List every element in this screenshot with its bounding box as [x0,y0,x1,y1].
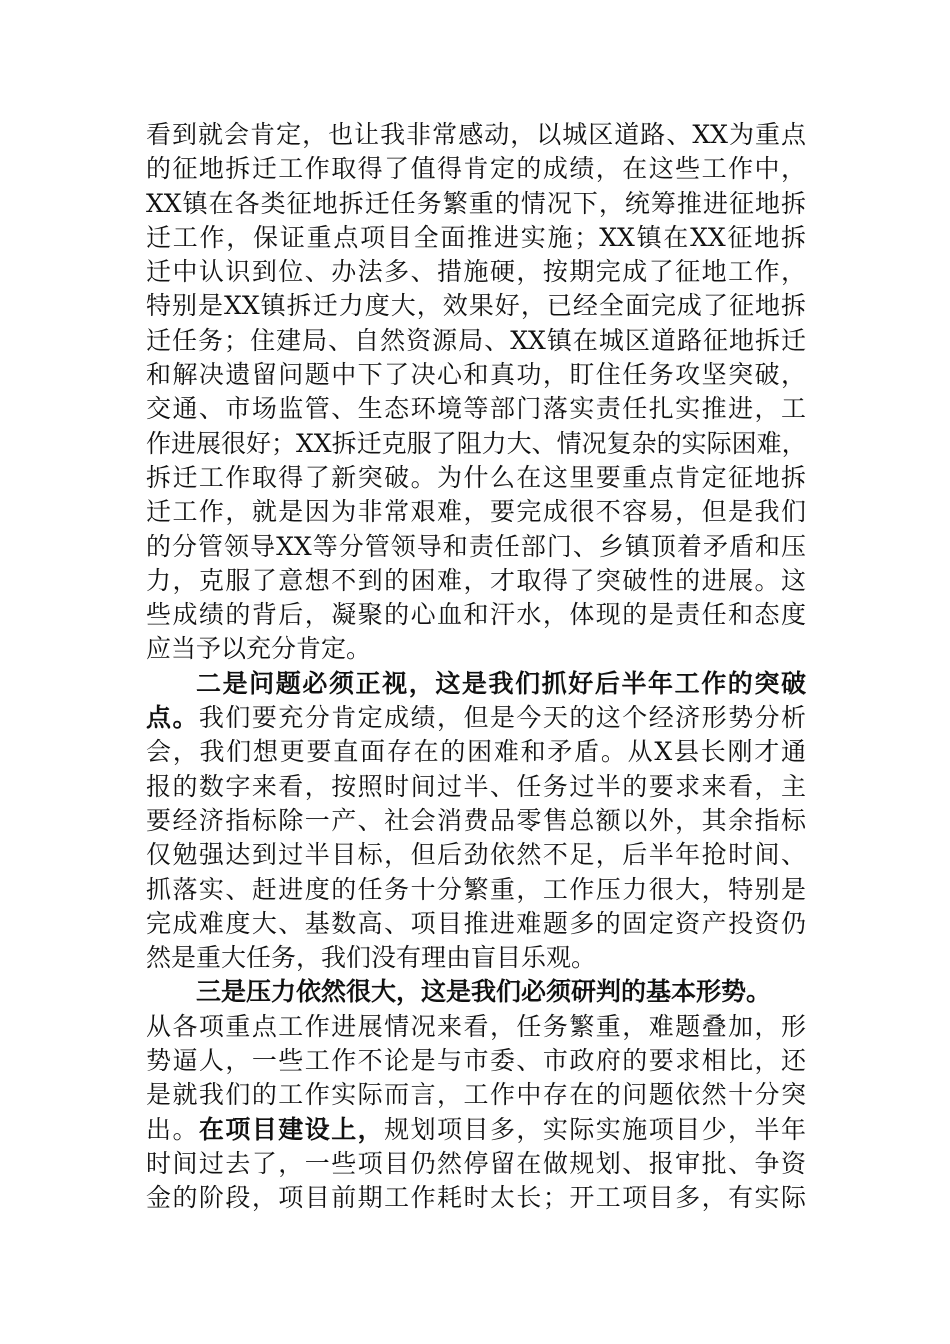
text-segment: 规划项目多，实际实施项目少，半年 [384,1114,806,1144]
document-body-text [146,118,806,1216]
text-line [146,358,806,392]
text-segment: 和解决遗留问题中下了决心和真功，盯住任务攻坚突破， [146,360,806,390]
text-segment: 力，克服了意想不到的困难，才取得了突破性的进展。这 [146,565,806,595]
text-segment: 我们要充分肯定成绩，但是今天的这个经济形势分析 [198,703,806,733]
text-segment: 迁中认识到位、办法多、措施硬，按期完成了征地工作， [146,257,806,287]
text-segment: 看到就会肯定，也让我非常感动，以城区道路、XX为重点 [146,120,806,149]
bold-text-segment: 三是压力依然很大，这是我们必须研判的基本形势。 [196,977,772,1007]
text-line [146,632,806,666]
text-line [146,427,806,461]
text-segment: 出。 [146,1114,199,1144]
text-line [146,907,806,941]
bold-text-segment: 在项目建设上， [198,1114,385,1144]
text-segment: 完成难度大、基数高、项目推进难题多的固定资产投资仍 [146,908,806,938]
text-segment: 应当予以充分肯定。 [146,634,372,664]
text-line [146,667,806,701]
text-line [146,495,806,529]
text-line [146,735,806,769]
text-line [146,1147,806,1181]
text-segment: 要经济指标除一产、社会消费品零售总额以外，其余指标 [146,805,806,835]
text-segment: 是就我们的工作实际而言，工作中存在的问题依然十分突 [146,1080,806,1110]
text-segment: 会，我们想更要直面存在的困难和矛盾。从X县长刚才通 [146,737,806,767]
text-line [146,598,806,632]
text-line [146,152,806,186]
text-line [146,1010,806,1044]
text-line [146,255,806,289]
text-segment: XX镇在各类征地拆迁任务繁重的情况下，统筹推进征地拆 [146,188,806,218]
text-line [146,701,806,735]
text-segment: 特别是XX镇拆迁力度大，效果好，已经全面完成了征地拆 [146,291,806,321]
bold-text-segment: 点。 [146,703,199,733]
text-line [146,770,806,804]
text-line [146,1113,806,1147]
text-line [146,1181,806,1215]
text-segment: 的分管领导XX等分管领导和责任部门、乡镇顶着矛盾和压 [146,531,806,561]
text-line [146,873,806,907]
text-segment: 仅勉强达到过半目标，但后劲依然不足，后半年抢时间、 [146,840,806,870]
text-segment: 迁工作，就是因为非常艰难，要完成很不容易，但是我们 [146,497,806,527]
text-segment: 时间过去了，一些项目仍然停留在做规划、报审批、争资 [146,1148,806,1178]
text-segment: 交通、市场监管、生态环境等部门落实责任扎实推进，工 [146,394,806,424]
text-line [146,1078,806,1112]
text-segment: 迁工作，保证重点项目全面推进实施；XX镇在XX征地拆 [146,222,806,252]
text-line [146,1044,806,1078]
text-line [146,187,806,221]
text-line [146,564,806,598]
text-segment: 迁任务；住建局、自然资源局、XX镇在城区道路征地拆迁 [146,325,806,355]
text-segment: 作进展很好；XX拆迁克服了阻力大、情况复杂的实际困难， [146,428,807,458]
text-segment: 报的数字来看，按照时间过半、任务过半的要求来看，主 [146,771,806,801]
text-segment: 然是重大任务，我们没有理由盲目乐观。 [146,943,597,973]
text-line [146,392,806,426]
text-line [146,324,806,358]
text-line [146,289,806,323]
text-segment: 拆迁工作取得了新突破。为什么在这里要重点肯定征地拆 [146,462,806,492]
text-line [146,221,806,255]
text-line [146,118,806,152]
text-segment: 势逼人，一些工作不论是与市委、市政府的要求相比，还 [146,1046,806,1076]
text-line [146,461,806,495]
text-line [146,975,806,1009]
text-line [146,530,806,564]
text-line [146,804,806,838]
text-segment: 些成绩的背后，凝聚的心血和汗水，体现的是责任和态度 [146,600,806,630]
text-segment: 的征地拆迁工作取得了值得肯定的成绩，在这些工作中， [146,154,806,184]
text-segment: 金的阶段，项目前期工作耗时太长；开工项目多，有实际 [146,1183,806,1213]
text-line [146,838,806,872]
bold-text-segment: 二是问题必须正视，这是我们抓好后半年工作的突破 [196,668,806,698]
text-line [146,941,806,975]
text-segment: 抓落实、赶进度的任务十分繁重，工作压力很大，特别是 [146,874,806,904]
text-segment: 从各项重点工作进展情况来看，任务繁重，难题叠加，形 [146,1011,806,1041]
